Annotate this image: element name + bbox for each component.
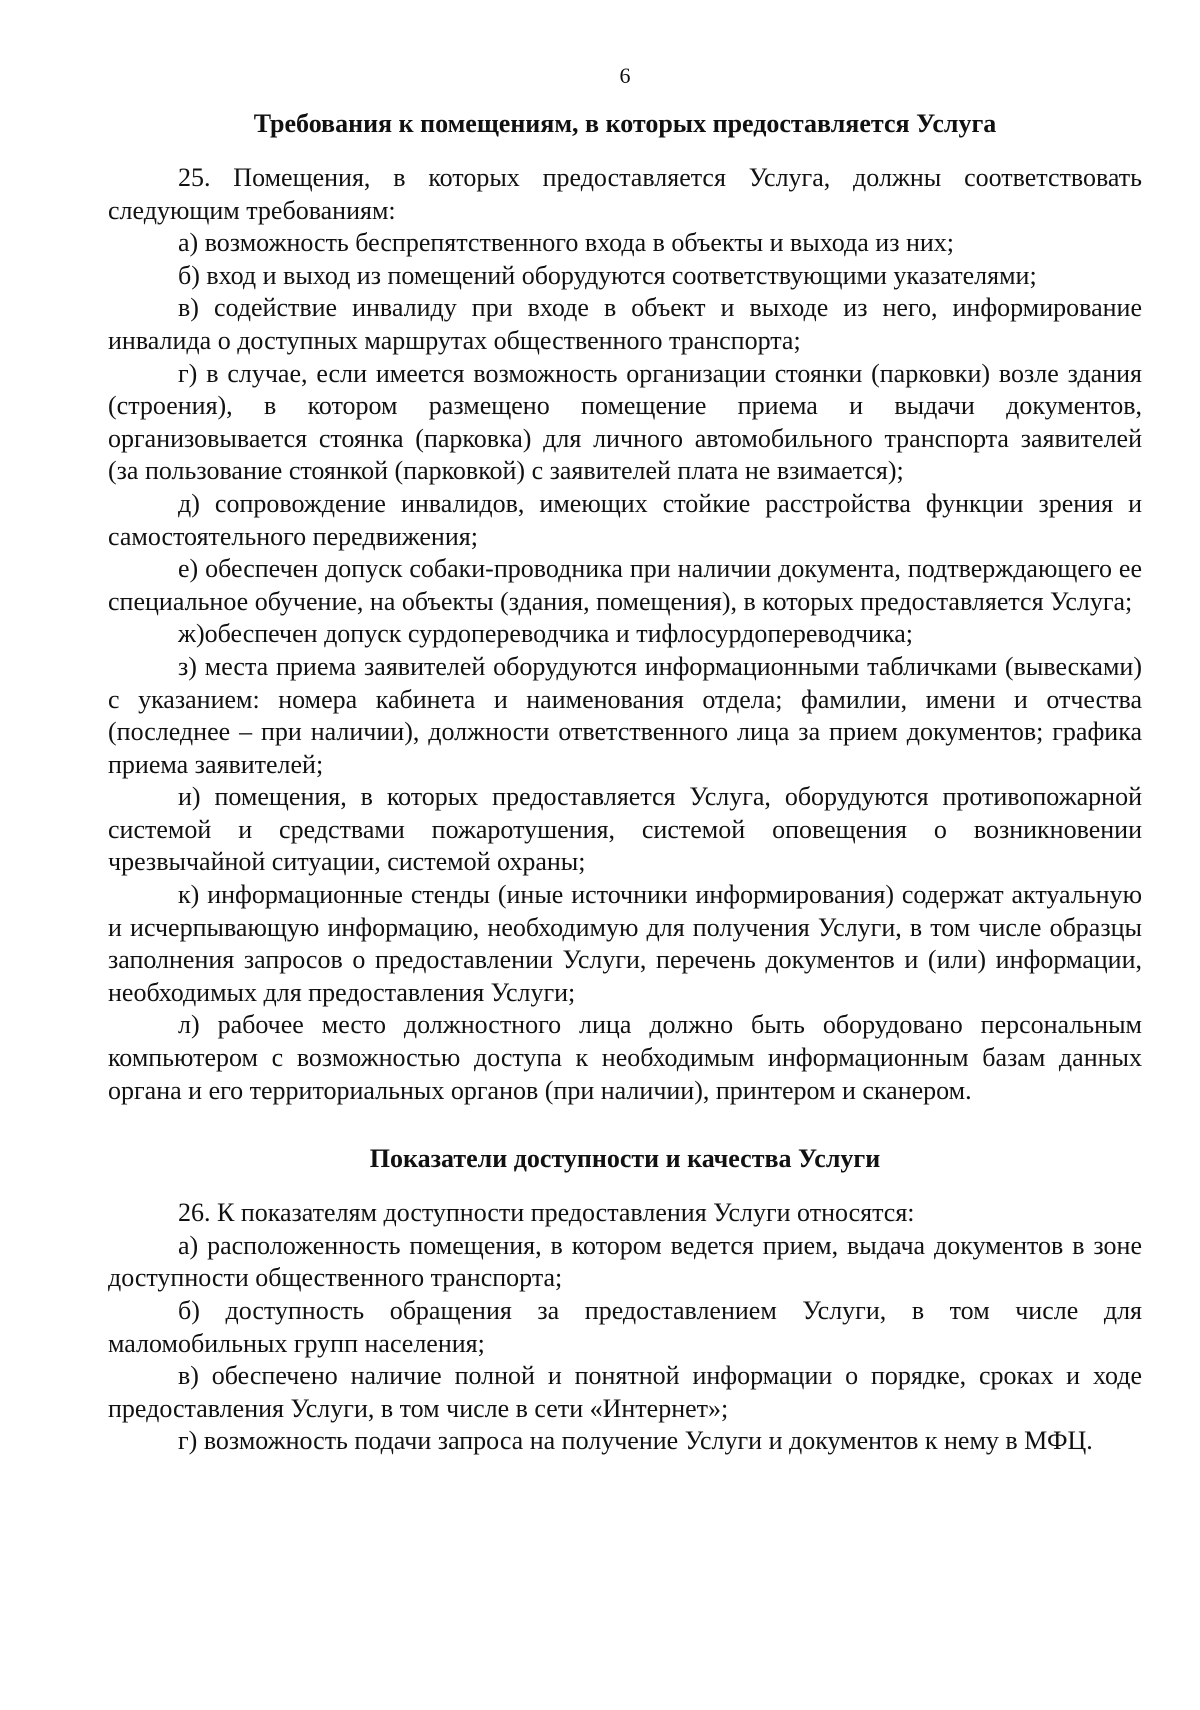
- list-item-k: к) информационные стенды (иные источники информирования) содержат актуальную и исчерпывающую информацию, необходимую для получения Услуги, в том числе образцы заполнения запросов о предоставлении Услуги, перечень документов и (или) информации, необходимых для предоставления Услуги;: [108, 880, 1142, 1007]
- list-item-a: а) расположенность помещения, в котором ведется прием, выдача документов в зоне доступности общественного транспорта;: [108, 1230, 1142, 1293]
- list-item-i: и) помещения, в которых предоставляется Услуга, оборудуются противопожарной системой и средствами пожаротушения, системой оповещения о возникновении чрезвычайной ситуации, системой охраны;: [108, 782, 1142, 877]
- list-item-d: д) сопровождение инвалидов, имеющих стойкие расстройства функции зрения и самостоятельного передвижения;: [108, 488, 1142, 551]
- list-item-a: а) возможность беспрепятственного входа в объекты и выхода из них;: [178, 228, 955, 258]
- paragraph-25: 25. Помещения, в которых предоставляется Услуга, должны соответствовать следующим требованиям:: [108, 163, 1142, 225]
- list-item-e: е) обеспечен допуск собаки-проводника при наличии документа, подтверждающего ее специальное обучение, на объекты (здания, помещения), в которых предоставляется Услуга;: [108, 554, 1142, 616]
- list-item-v: в) обеспечено наличие полной и понятной информации о порядке, сроках и ходе предоставления Услуги, в том числе в сети «Интернет»;: [108, 1361, 1142, 1423]
- page-number: 6: [619, 63, 631, 88]
- list-item-g: г) в случае, если имеется возможность организации стоянки (парковки) возле здания (строения), в котором размещено помещение приема и выдачи документов, организовывается стоянка (парковка) для личного автомобильного транспорта заявителей (за пользование стоянкой (парковкой) с заявителей плата не взимается);: [108, 358, 1142, 486]
- list-item-z: з) места приема заявителей оборудуются информационными табличками (вывесками) с указанием: номера кабинета и наименования отдела; фамилии, имени и отчества (последнее – при наличии), должности ответственного лица за прием документов; графика приема заявителей;: [108, 651, 1142, 779]
- list-item-b: б) доступность обращения за предоставлением Услуги, в том числе для маломобильных групп населения;: [108, 1296, 1142, 1358]
- section-heading-premises: Требования к помещениям, в которых предоставляется Услуга: [253, 109, 997, 138]
- section-premises-requirements: [108, 162, 1142, 1107]
- section-accessibility-indicators: [108, 1197, 1142, 1458]
- paragraph-26: 26. К показателям доступности предоставления Услуги относятся:: [178, 1198, 915, 1228]
- list-item-b: б) вход и выход из помещений оборудуются соответствующими указателями;: [178, 260, 1037, 290]
- list-item-l: л) рабочее место должностного лица должно быть оборудовано персональным компьютером с возможностью доступа к необходимым информационным базам данных органа и его территориальных органов (при наличии), принтером и сканером.: [108, 1010, 1142, 1105]
- list-item-g: г) возможность подачи запроса на получение Услуги и документов к нему в МФЦ.: [178, 1426, 1093, 1456]
- list-item-zh: ж)обеспечен допуск сурдопереводчика и тифлосурдопереводчика;: [178, 619, 913, 649]
- document-body: [108, 108, 1142, 1458]
- section-heading-accessibility: Показатели доступности и качества Услуги: [369, 1144, 881, 1174]
- list-item-v: в) содействие инвалиду при входе в объект и выходе из него, информирование инвалида о доступных маршрутах общественного транспорта;: [108, 293, 1142, 355]
